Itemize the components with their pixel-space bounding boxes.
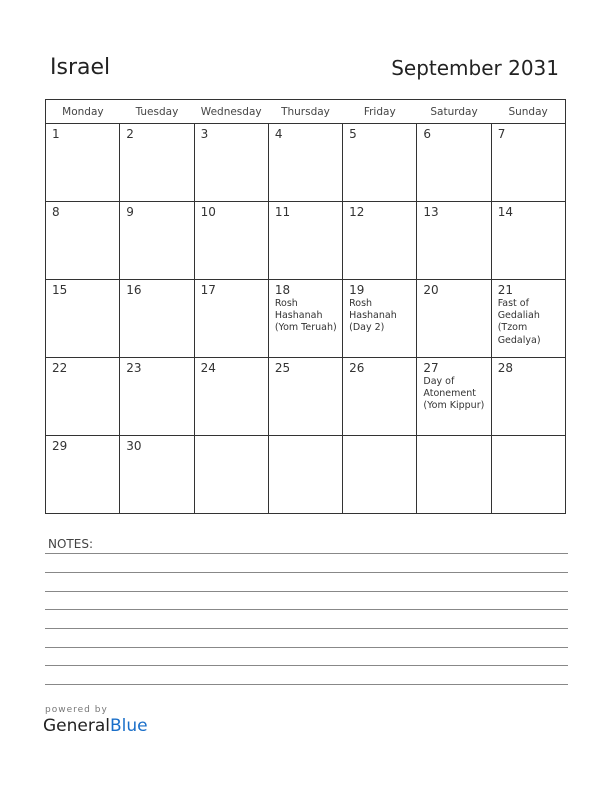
day-cell (194, 124, 268, 202)
day-cell (120, 202, 194, 280)
day-cell (491, 202, 565, 280)
note-line (45, 553, 568, 554)
day-number: 6 (423, 127, 432, 141)
day-cell (417, 280, 491, 358)
day-cell (268, 280, 342, 358)
day-cell (343, 202, 417, 280)
day-cell (343, 358, 417, 436)
day-number: 16 (126, 283, 142, 297)
day-number: 5 (349, 127, 357, 141)
week-row (46, 358, 566, 436)
day-cell (268, 202, 342, 280)
day-cell (417, 202, 491, 280)
day-cell (46, 436, 120, 514)
day-number: 13 (423, 205, 439, 219)
day-number: 2 (126, 127, 134, 141)
week-row (46, 202, 566, 280)
brand-blue: Blue (110, 716, 148, 736)
week-row (46, 280, 566, 358)
day-number: 25 (274, 361, 291, 375)
holiday-label: Rosh Hashanah (Yom Teruah) (274, 298, 337, 334)
day-number: 15 (52, 283, 68, 297)
day-number: 12 (349, 205, 365, 219)
day-number: 8 (52, 205, 60, 219)
weekday-tuesday: Tuesday (120, 100, 194, 124)
day-cell (120, 124, 194, 202)
note-line (45, 684, 568, 685)
day-cell (343, 280, 417, 358)
day-cell (120, 436, 194, 514)
day-cell (46, 358, 120, 436)
day-number: 24 (200, 361, 216, 375)
day-cell (46, 124, 120, 202)
weekday-monday: Monday (46, 100, 120, 124)
day-cell (120, 280, 194, 358)
day-number: 18 (274, 283, 291, 297)
weekday-thursday: Thursday (268, 100, 342, 124)
day-cell (194, 436, 268, 514)
day-number: 17 (200, 283, 216, 297)
note-line (45, 628, 568, 629)
day-number: 23 (126, 361, 142, 375)
weekday-header-row (46, 100, 566, 124)
day-number: 20 (423, 283, 439, 297)
day-cell (120, 358, 194, 436)
day-number: 14 (497, 205, 513, 219)
day-number: 3 (200, 127, 209, 141)
notes-label: NOTES: (48, 537, 93, 551)
week-row (46, 124, 566, 202)
powered-by-text: powered by (45, 705, 108, 715)
weekday-saturday: Saturday (417, 100, 491, 124)
weekday-friday: Friday (343, 100, 417, 124)
day-number: 27 (423, 361, 439, 375)
day-cell (194, 358, 268, 436)
holiday-label: Fast of Gedaliah (Tzom Gedalya) (497, 298, 541, 346)
day-cell (46, 280, 120, 358)
day-cell (343, 436, 417, 514)
day-number: 9 (126, 205, 134, 219)
brand-general: General (43, 716, 110, 736)
day-cell (417, 124, 491, 202)
day-number: 21 (497, 283, 513, 297)
day-number: 7 (497, 127, 506, 141)
week-row (46, 436, 566, 514)
day-number: 4 (274, 127, 283, 141)
note-line (45, 665, 568, 666)
day-number: 28 (497, 361, 513, 375)
day-number: 26 (349, 361, 365, 375)
day-cell (268, 436, 342, 514)
day-cell (46, 202, 120, 280)
day-cell (268, 124, 342, 202)
weekday-sunday: Sunday (491, 100, 565, 124)
day-cell (417, 436, 491, 514)
day-cell (194, 280, 268, 358)
note-line (45, 572, 568, 573)
day-cell (491, 124, 565, 202)
country-title: Israel (50, 55, 111, 80)
day-number: 29 (52, 439, 68, 453)
day-number: 1 (52, 127, 60, 141)
day-number: 19 (349, 283, 365, 297)
day-number: 11 (274, 205, 291, 219)
note-line (45, 609, 568, 610)
holiday-label: Day of Atonement (Yom Kippur) (423, 376, 485, 412)
weekday-wednesday: Wednesday (194, 100, 268, 124)
month-year-title: September 2031 (391, 56, 559, 80)
day-cell (268, 358, 342, 436)
day-cell (491, 436, 565, 514)
day-cell (343, 124, 417, 202)
day-cell (194, 202, 268, 280)
day-number: 30 (126, 439, 142, 453)
note-line (45, 647, 568, 648)
day-cell (491, 280, 565, 358)
day-number: 22 (52, 361, 68, 375)
generalblue-logo (43, 716, 148, 736)
note-line (45, 591, 568, 592)
day-cell (417, 358, 491, 436)
day-cell (491, 358, 565, 436)
day-number: 10 (200, 205, 216, 219)
holiday-label: Rosh Hashanah (Day 2) (349, 298, 397, 334)
calendar-grid (45, 99, 566, 514)
